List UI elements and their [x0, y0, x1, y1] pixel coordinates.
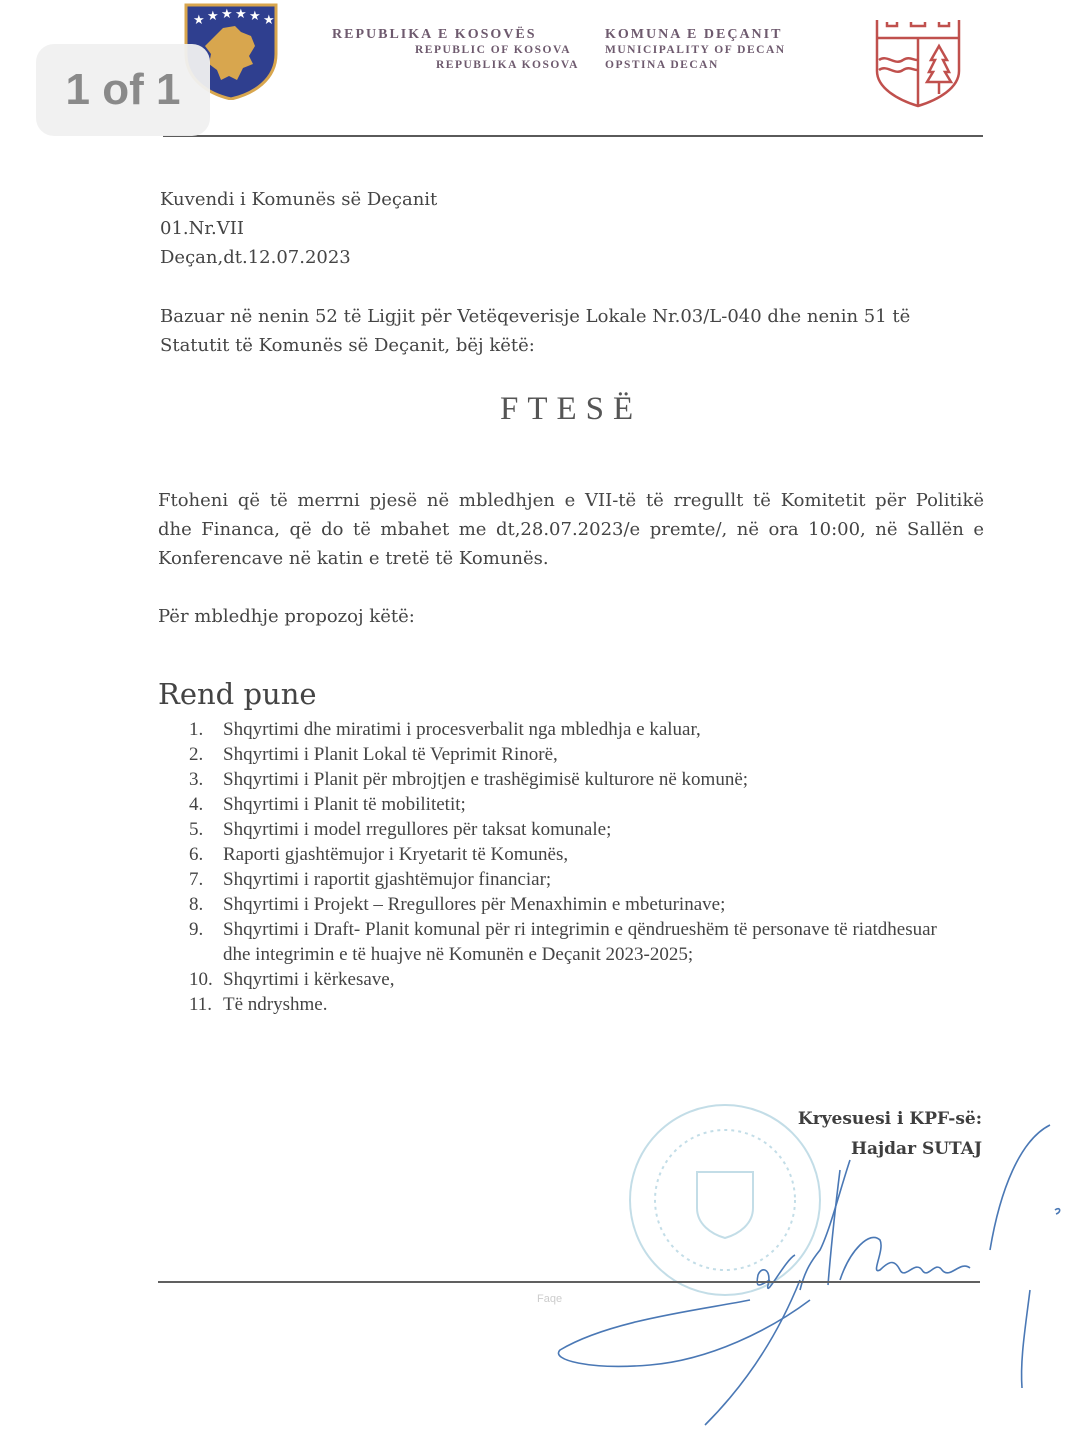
agenda-item-text: Shqyrtimi i Planit Lokal të Veprimit Rinorë, [223, 744, 558, 765]
agenda-item-text: Shqyrtimi i model rregullores për taksat komunale; [223, 819, 612, 840]
agenda-item-number: 7. [189, 869, 204, 890]
page-footer-label: Faqe [537, 1293, 563, 1305]
agenda-item-number: 8. [189, 894, 204, 915]
agenda-item [189, 892, 959, 917]
svg-text:★: ★ [221, 7, 233, 22]
legal-basis-line-2: Statutit të Komunës së Deçanit, bëj këtë: [160, 335, 535, 356]
handwritten-signature-icon [550, 1110, 1070, 1430]
agenda-item-text: Shqyrtimi i kërkesave, [223, 969, 395, 990]
letterhead-republic-serbian: REPUBLIKA KOSOVA [436, 59, 579, 71]
document-title: FTESË [500, 391, 643, 427]
svg-text:★: ★ [235, 7, 247, 22]
agenda-item-text: Shqyrtimi i raportit gjashtëmujor financiar; [223, 869, 552, 890]
agenda-item-text: Shqyrtimi i Draft- Planit komunal për ri integrimin e qëndrueshëm të personave të riatdhesuar dhe integrimin e të huajve në Komunën e Deçanit 2023-2025; [223, 919, 937, 965]
reference-number: 01.Nr.VII [160, 218, 244, 239]
letterhead-municipality-english: MUNICIPALITY OF DECAN [605, 44, 786, 56]
agenda-item [189, 917, 959, 967]
agenda-item-text: Shqyrtimi dhe miratimi i procesverbalit nga mbledhja e kaluar, [223, 719, 701, 740]
proposal-intro: Për mbledhje propozoj këtë: [158, 606, 415, 627]
agenda-list [189, 717, 959, 1017]
agenda-item-number: 10. [189, 969, 213, 990]
agenda-item-number: 6. [189, 844, 204, 865]
svg-text:★: ★ [207, 9, 219, 24]
svg-text:★: ★ [249, 9, 261, 24]
agenda-item [189, 867, 959, 892]
agenda-item-number: 3. [189, 769, 204, 790]
legal-basis-line-1: Bazuar në nenin 52 të Ligjit për Vetëqeverisje Lokale Nr.03/L-040 dhe nenin 51 të [160, 306, 911, 327]
agenda-item [189, 842, 959, 867]
agenda-item-text: Shqyrtimi i Planit për mbrojtjen e trashëgimisë kulturore në komunë; [223, 769, 749, 790]
letterhead-municipality-albanian: KOMUNA E DEÇANIT [605, 27, 783, 42]
svg-text:★: ★ [193, 13, 205, 28]
svg-text:★: ★ [263, 13, 275, 28]
signatory-name: Hajdar SUTAJ [850, 1139, 982, 1159]
letterhead-divider [163, 135, 983, 137]
decan-municipality-emblem-icon [873, 16, 963, 108]
agenda-item-number: 2. [189, 744, 204, 765]
agenda-item-number: 5. [189, 819, 204, 840]
agenda-item [189, 767, 959, 792]
invitation-line-3: Konferencave në katin e tretë të Komunës. [158, 548, 549, 569]
agenda-item-text: Të ndryshme. [223, 994, 328, 1015]
letterhead-republic-english: REPUBLIC OF KOSOVA [415, 44, 572, 56]
agenda-item [189, 817, 959, 842]
page-indicator: 1 of 1 [36, 44, 210, 136]
agenda-item-number: 4. [189, 794, 204, 815]
footer-divider [158, 1281, 980, 1283]
signatory-title: Kryesuesi i KPF-së: [797, 1109, 982, 1129]
place-date: Deçan,dt.12.07.2023 [160, 247, 351, 268]
agenda-item-number: 9. [189, 919, 204, 940]
agenda-item-text: Shqyrtimi i Planit të mobilitetit; [223, 794, 466, 815]
agenda-item [189, 792, 959, 817]
letterhead-municipality-serbian: OPSTINA DECAN [605, 59, 719, 71]
agenda-item-text: Raporti gjashtëmujor i Kryetarit të Komunës, [223, 844, 569, 865]
agenda-item-text: Shqyrtimi i Projekt – Rregullores për Menaxhimin e mbeturinave; [223, 894, 726, 915]
sender-name: Kuvendi i Komunës së Deçanit [160, 189, 438, 210]
letterhead-republic-albanian: REPUBLIKA E KOSOVËS [332, 27, 537, 42]
agenda-item-number: 1. [189, 719, 204, 740]
agenda-item-number: 11. [189, 994, 213, 1015]
invitation-line-1: Ftoheni që të merrni pjesë në mbledhjen e VII-të të rregullt të Komitetit për Politikë [158, 490, 984, 511]
agenda-heading: Rend pune [158, 677, 317, 711]
agenda-item [189, 717, 959, 742]
agenda-item [189, 967, 959, 992]
agenda-item [189, 992, 959, 1017]
invitation-line-2: dhe Financa, që do të mbahet me dt,28.07.2023/e premte/, në ora 10:00, në Sallën e [158, 519, 984, 540]
agenda-item [189, 742, 959, 767]
